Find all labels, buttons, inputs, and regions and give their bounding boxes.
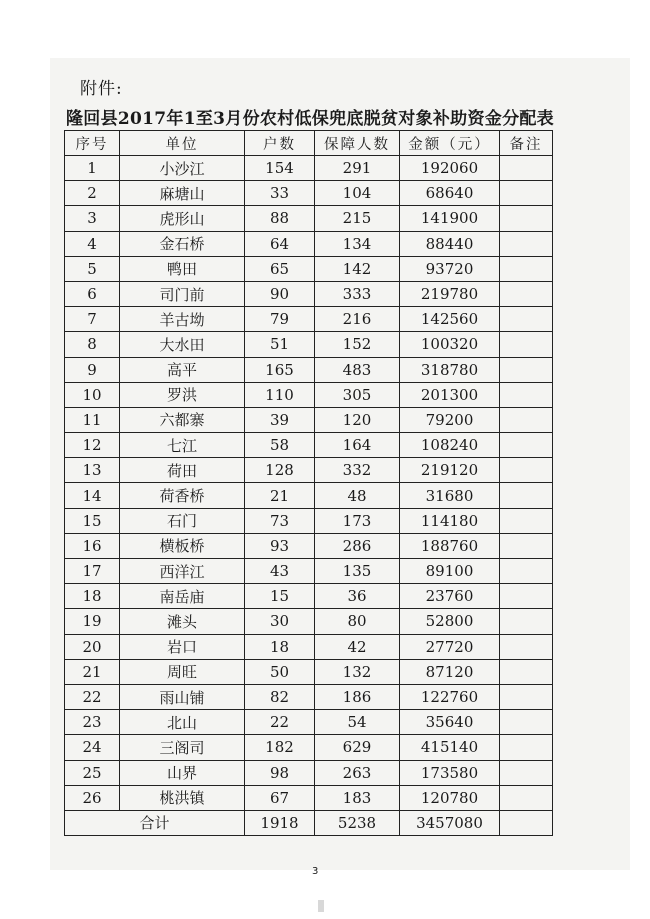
cell-people: 186 — [315, 684, 400, 709]
cell-note — [500, 433, 553, 458]
header-unit: 单位 — [120, 131, 245, 156]
cell-no: 1 — [65, 156, 120, 181]
cell-unit: 雨山铺 — [120, 684, 245, 709]
total-households: 1918 — [245, 810, 315, 835]
cell-unit: 鸭田 — [120, 256, 245, 281]
cell-households: 165 — [245, 357, 315, 382]
cell-unit: 荷田 — [120, 458, 245, 483]
cell-people: 305 — [315, 382, 400, 407]
cell-no: 17 — [65, 559, 120, 584]
cell-note — [500, 458, 553, 483]
cell-amount: 27720 — [400, 634, 500, 659]
cell-people: 216 — [315, 307, 400, 332]
header-people: 保障人数 — [315, 131, 400, 156]
table-row — [65, 760, 553, 785]
cell-households: 88 — [245, 206, 315, 231]
cell-amount: 88440 — [400, 231, 500, 256]
cell-people: 291 — [315, 156, 400, 181]
cell-households: 98 — [245, 760, 315, 785]
cell-households: 182 — [245, 735, 315, 760]
table-row — [65, 483, 553, 508]
cell-people: 135 — [315, 559, 400, 584]
cell-amount: 120780 — [400, 785, 500, 810]
table-row — [65, 156, 553, 181]
table-row — [65, 407, 553, 432]
cell-no: 4 — [65, 231, 120, 256]
cell-amount: 93720 — [400, 256, 500, 281]
cell-note — [500, 785, 553, 810]
table-row — [65, 231, 553, 256]
cell-no: 10 — [65, 382, 120, 407]
cell-amount: 142560 — [400, 307, 500, 332]
cell-no: 19 — [65, 609, 120, 634]
cell-people: 152 — [315, 332, 400, 357]
cell-unit: 滩头 — [120, 609, 245, 634]
cell-people: 629 — [315, 735, 400, 760]
cell-no: 8 — [65, 332, 120, 357]
cell-unit: 小沙江 — [120, 156, 245, 181]
cell-amount: 23760 — [400, 584, 500, 609]
table-row — [65, 508, 553, 533]
cell-no: 21 — [65, 659, 120, 684]
cell-no: 14 — [65, 483, 120, 508]
cell-households: 50 — [245, 659, 315, 684]
cell-people: 142 — [315, 256, 400, 281]
table-row — [65, 533, 553, 558]
cell-unit: 西洋江 — [120, 559, 245, 584]
table-row — [65, 433, 553, 458]
cell-people: 120 — [315, 407, 400, 432]
table-row — [65, 281, 553, 306]
cell-unit: 罗洪 — [120, 382, 245, 407]
cell-note — [500, 307, 553, 332]
cell-note — [500, 407, 553, 432]
cell-no: 18 — [65, 584, 120, 609]
cell-note — [500, 181, 553, 206]
cell-people: 173 — [315, 508, 400, 533]
cell-households: 33 — [245, 181, 315, 206]
header-amount: 金额（元） — [400, 131, 500, 156]
cell-households: 79 — [245, 307, 315, 332]
cell-no: 16 — [65, 533, 120, 558]
header-households: 户数 — [245, 131, 315, 156]
document-title: 隆回县2017年1至3月份农村低保兜底脱贫对象补助资金分配表 — [66, 109, 554, 129]
cell-unit: 七江 — [120, 433, 245, 458]
cell-amount: 188760 — [400, 533, 500, 558]
cell-note — [500, 483, 553, 508]
cell-households: 128 — [245, 458, 315, 483]
cell-amount: 318780 — [400, 357, 500, 382]
cell-note — [500, 735, 553, 760]
cell-households: 154 — [245, 156, 315, 181]
cell-amount: 89100 — [400, 559, 500, 584]
cell-households: 30 — [245, 609, 315, 634]
cell-people: 164 — [315, 433, 400, 458]
table-row — [65, 181, 553, 206]
cell-note — [500, 559, 553, 584]
cell-unit: 高平 — [120, 357, 245, 382]
cell-unit: 羊古坳 — [120, 307, 245, 332]
cell-no: 26 — [65, 785, 120, 810]
cell-people: 215 — [315, 206, 400, 231]
cell-unit: 大水田 — [120, 332, 245, 357]
attachment-label: 附件: — [80, 79, 123, 99]
cell-amount: 201300 — [400, 382, 500, 407]
cell-no: 3 — [65, 206, 120, 231]
cell-households: 90 — [245, 281, 315, 306]
cell-note — [500, 256, 553, 281]
cell-people: 132 — [315, 659, 400, 684]
cell-note — [500, 634, 553, 659]
cell-unit: 山界 — [120, 760, 245, 785]
table-row — [65, 256, 553, 281]
cell-people: 42 — [315, 634, 400, 659]
cell-households: 65 — [245, 256, 315, 281]
cell-note — [500, 684, 553, 709]
table-row — [65, 609, 553, 634]
cell-note — [500, 206, 553, 231]
cell-households: 21 — [245, 483, 315, 508]
cell-households: 51 — [245, 332, 315, 357]
cell-people: 183 — [315, 785, 400, 810]
total-people: 5238 — [315, 810, 400, 835]
table-row — [65, 634, 553, 659]
table-row — [65, 458, 553, 483]
table-row — [65, 735, 553, 760]
cell-unit: 虎形山 — [120, 206, 245, 231]
cell-amount: 35640 — [400, 710, 500, 735]
cell-unit: 麻塘山 — [120, 181, 245, 206]
total-note — [500, 810, 553, 835]
cell-unit: 周旺 — [120, 659, 245, 684]
cell-people: 333 — [315, 281, 400, 306]
cell-amount: 31680 — [400, 483, 500, 508]
cell-people: 134 — [315, 231, 400, 256]
page-number: 3 — [312, 866, 319, 877]
cell-note — [500, 609, 553, 634]
cell-households: 22 — [245, 710, 315, 735]
cell-no: 12 — [65, 433, 120, 458]
cell-unit: 金石桥 — [120, 231, 245, 256]
cell-no: 24 — [65, 735, 120, 760]
table-row — [65, 659, 553, 684]
cell-unit: 桃洪镇 — [120, 785, 245, 810]
table-header-row — [65, 131, 553, 156]
cell-unit: 石门 — [120, 508, 245, 533]
cell-people: 48 — [315, 483, 400, 508]
cell-amount: 219120 — [400, 458, 500, 483]
cell-amount: 192060 — [400, 156, 500, 181]
cell-amount: 52800 — [400, 609, 500, 634]
cell-no: 13 — [65, 458, 120, 483]
cell-note — [500, 710, 553, 735]
cell-amount: 415140 — [400, 735, 500, 760]
table-row — [65, 307, 553, 332]
cell-people: 263 — [315, 760, 400, 785]
cell-amount: 79200 — [400, 407, 500, 432]
cell-no: 20 — [65, 634, 120, 659]
cell-no: 6 — [65, 281, 120, 306]
cell-unit: 司门前 — [120, 281, 245, 306]
cell-amount: 68640 — [400, 181, 500, 206]
cell-note — [500, 382, 553, 407]
cell-amount: 114180 — [400, 508, 500, 533]
header-note: 备注 — [500, 131, 553, 156]
cell-unit: 岩口 — [120, 634, 245, 659]
cell-note — [500, 357, 553, 382]
table-row — [65, 684, 553, 709]
cell-note — [500, 231, 553, 256]
table-row — [65, 206, 553, 231]
cell-amount: 122760 — [400, 684, 500, 709]
cell-unit: 三阁司 — [120, 735, 245, 760]
total-amount: 3457080 — [400, 810, 500, 835]
cell-households: 93 — [245, 533, 315, 558]
table-row — [65, 357, 553, 382]
cell-amount: 219780 — [400, 281, 500, 306]
table-row — [65, 559, 553, 584]
total-row — [65, 810, 553, 835]
table-row — [65, 710, 553, 735]
cell-note — [500, 156, 553, 181]
cell-no: 7 — [65, 307, 120, 332]
cell-unit: 南岳庙 — [120, 584, 245, 609]
cell-no: 22 — [65, 684, 120, 709]
table-row — [65, 584, 553, 609]
cell-no: 15 — [65, 508, 120, 533]
cell-unit: 荷香桥 — [120, 483, 245, 508]
cell-no: 23 — [65, 710, 120, 735]
cell-amount: 108240 — [400, 433, 500, 458]
cell-no: 9 — [65, 357, 120, 382]
cell-households: 58 — [245, 433, 315, 458]
cell-unit: 北山 — [120, 710, 245, 735]
allocation-table — [64, 130, 553, 836]
cell-households: 18 — [245, 634, 315, 659]
header-no: 序号 — [65, 131, 120, 156]
cell-no: 11 — [65, 407, 120, 432]
table-row — [65, 332, 553, 357]
cell-amount: 173580 — [400, 760, 500, 785]
cell-households: 82 — [245, 684, 315, 709]
cell-people: 54 — [315, 710, 400, 735]
cell-people: 36 — [315, 584, 400, 609]
cell-households: 67 — [245, 785, 315, 810]
cell-amount: 141900 — [400, 206, 500, 231]
cell-no: 5 — [65, 256, 120, 281]
cell-note — [500, 533, 553, 558]
cell-unit: 六都寨 — [120, 407, 245, 432]
cell-households: 43 — [245, 559, 315, 584]
cell-amount: 100320 — [400, 332, 500, 357]
cell-note — [500, 508, 553, 533]
cell-households: 39 — [245, 407, 315, 432]
cell-people: 332 — [315, 458, 400, 483]
cell-note — [500, 760, 553, 785]
cell-households: 110 — [245, 382, 315, 407]
cell-note — [500, 332, 553, 357]
table-row — [65, 785, 553, 810]
cell-amount: 87120 — [400, 659, 500, 684]
cell-people: 286 — [315, 533, 400, 558]
cell-households: 64 — [245, 231, 315, 256]
cell-households: 73 — [245, 508, 315, 533]
cell-no: 25 — [65, 760, 120, 785]
cell-note — [500, 584, 553, 609]
cell-people: 483 — [315, 357, 400, 382]
cell-households: 15 — [245, 584, 315, 609]
total-label: 合计 — [65, 810, 245, 835]
cell-people: 104 — [315, 181, 400, 206]
scan-artifact — [318, 900, 324, 912]
cell-note — [500, 659, 553, 684]
table-row — [65, 382, 553, 407]
cell-people: 80 — [315, 609, 400, 634]
cell-no: 2 — [65, 181, 120, 206]
cell-unit: 横板桥 — [120, 533, 245, 558]
cell-note — [500, 281, 553, 306]
